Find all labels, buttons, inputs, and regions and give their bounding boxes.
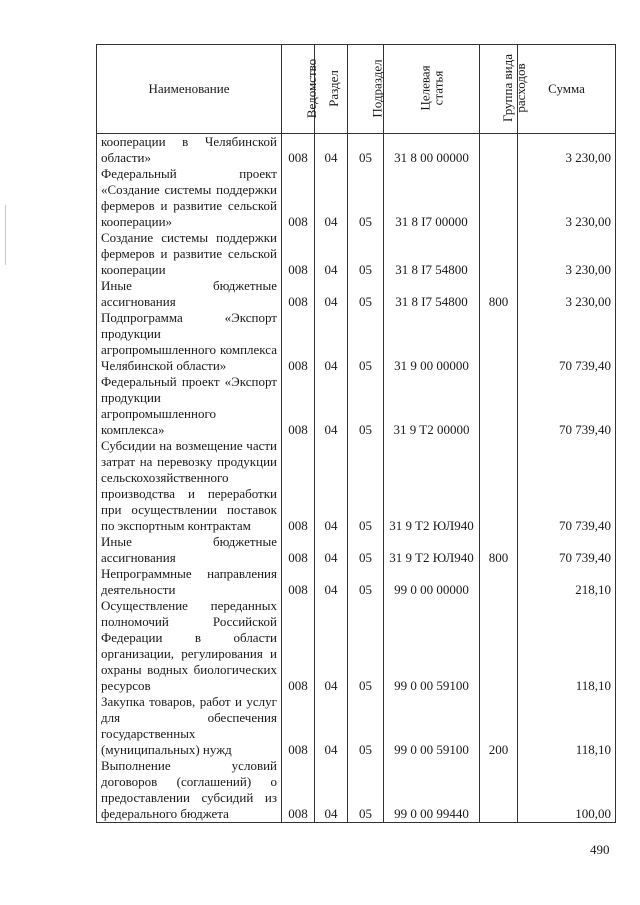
table-row	[97, 694, 616, 758]
cell-target-article: 31 8 I7 00000	[384, 166, 480, 230]
cell-department: 008	[282, 230, 315, 278]
page-number: 490	[590, 842, 610, 857]
cell-name: Непрограммные направления деятельности	[97, 566, 282, 598]
cell-target-article: 99 0 00 00000	[384, 566, 480, 598]
cell-sum: 118,10	[518, 694, 616, 758]
table-row	[97, 134, 616, 167]
cell-section: 04	[315, 758, 348, 823]
cell-department: 008	[282, 598, 315, 694]
cell-name: Федеральный проект «Экспорт продукции агропромышленного комплекса»	[97, 374, 282, 438]
cell-section: 04	[315, 598, 348, 694]
cell-sum: 70 739,40	[518, 310, 616, 374]
cell-subsection: 05	[348, 134, 384, 167]
cell-name: Подпрограмма «Экспорт продукции агропромышленного комплекса Челябинской области»	[97, 310, 282, 374]
cell-subsection: 05	[348, 566, 384, 598]
cell-section: 04	[315, 534, 348, 566]
cell-expense-group: 800	[480, 278, 518, 310]
cell-subsection: 05	[348, 310, 384, 374]
cell-sum: 3 230,00	[518, 230, 616, 278]
cell-section: 04	[315, 134, 348, 167]
cell-department: 008	[282, 758, 315, 823]
cell-sum: 3 230,00	[518, 134, 616, 167]
margin-scan-mark	[5, 205, 6, 265]
column-header-sum: Сумма	[518, 45, 616, 134]
cell-department: 008	[282, 374, 315, 438]
cell-subsection: 05	[348, 278, 384, 310]
cell-sum: 3 230,00	[518, 278, 616, 310]
table-row	[97, 758, 616, 823]
cell-name: Субсидии на возмещение части затрат на перевозку продукции сельскохозяйственного производства и переработки при осуществлении поставок по экспортным контрактам	[97, 438, 282, 534]
cell-expense-group	[480, 566, 518, 598]
column-header-subsection: Подраздел	[348, 45, 384, 134]
cell-section: 04	[315, 374, 348, 438]
table-row	[97, 374, 616, 438]
cell-sum: 118,10	[518, 598, 616, 694]
cell-target-article: 31 9 00 00000	[384, 310, 480, 374]
cell-section: 04	[315, 694, 348, 758]
cell-department: 008	[282, 278, 315, 310]
table-row	[97, 598, 616, 694]
column-header-target-article: Целевая статья	[384, 45, 480, 134]
cell-target-article: 31 9 T2 00000	[384, 374, 480, 438]
cell-name: Федеральный проект «Создание системы поддержки фермеров и развитие сельской кооперации»	[97, 166, 282, 230]
cell-subsection: 05	[348, 534, 384, 566]
cell-subsection: 05	[348, 374, 384, 438]
cell-name: Осуществление переданных полномочий Российской Федерации в области организации, регулирования и охраны водных биологических ресурсов	[97, 598, 282, 694]
column-header-name: Наименование	[97, 45, 282, 134]
cell-expense-group	[480, 598, 518, 694]
cell-target-article: 31 8 I7 54800	[384, 230, 480, 278]
table-header-row	[97, 45, 616, 134]
cell-section: 04	[315, 166, 348, 230]
cell-expense-group	[480, 374, 518, 438]
cell-subsection: 05	[348, 758, 384, 823]
budget-table	[96, 44, 616, 823]
cell-name: Иные бюджетные ассигнования	[97, 534, 282, 566]
cell-sum: 218,10	[518, 566, 616, 598]
cell-name: кооперации в Челябинской области»	[97, 134, 282, 167]
cell-target-article: 99 0 00 59100	[384, 694, 480, 758]
cell-sum: 70 739,40	[518, 534, 616, 566]
cell-section: 04	[315, 278, 348, 310]
cell-target-article: 99 0 00 99440	[384, 758, 480, 823]
table-row	[97, 566, 616, 598]
table-row	[97, 310, 616, 374]
table-row	[97, 534, 616, 566]
cell-target-article: 31 8 00 00000	[384, 134, 480, 167]
cell-expense-group	[480, 134, 518, 167]
cell-department: 008	[282, 694, 315, 758]
cell-name: Создание системы поддержки фермеров и развитие сельской кооперации	[97, 230, 282, 278]
cell-expense-group	[480, 438, 518, 534]
cell-sum: 3 230,00	[518, 166, 616, 230]
cell-expense-group	[480, 758, 518, 823]
cell-name: Выполнение условий договоров (соглашений) о предоставлении субсидий из федерального бюджета	[97, 758, 282, 823]
table-row	[97, 166, 616, 230]
cell-department: 008	[282, 310, 315, 374]
cell-section: 04	[315, 230, 348, 278]
cell-subsection: 05	[348, 166, 384, 230]
cell-expense-group	[480, 230, 518, 278]
cell-department: 008	[282, 566, 315, 598]
table-row	[97, 438, 616, 534]
cell-subsection: 05	[348, 598, 384, 694]
cell-target-article: 31 9 T2 ЮЛ940	[384, 534, 480, 566]
table-row	[97, 278, 616, 310]
cell-target-article: 31 8 I7 54800	[384, 278, 480, 310]
cell-department: 008	[282, 534, 315, 566]
cell-department: 008	[282, 166, 315, 230]
cell-section: 04	[315, 566, 348, 598]
cell-subsection: 05	[348, 438, 384, 534]
column-header-department: Ведомство	[282, 45, 315, 134]
cell-expense-group: 800	[480, 534, 518, 566]
cell-expense-group	[480, 310, 518, 374]
cell-name: Закупка товаров, работ и услуг для обеспечения государственных (муниципальных) нужд	[97, 694, 282, 758]
column-header-section: Раздел	[315, 45, 348, 134]
cell-sum: 70 739,40	[518, 374, 616, 438]
cell-expense-group: 200	[480, 694, 518, 758]
cell-sum: 70 739,40	[518, 438, 616, 534]
cell-department: 008	[282, 438, 315, 534]
cell-section: 04	[315, 310, 348, 374]
cell-subsection: 05	[348, 694, 384, 758]
cell-department: 008	[282, 134, 315, 167]
cell-sum: 100,00	[518, 758, 616, 823]
cell-section: 04	[315, 438, 348, 534]
column-header-expense-group: Группа вида расходов	[480, 45, 518, 134]
cell-target-article: 99 0 00 59100	[384, 598, 480, 694]
cell-subsection: 05	[348, 230, 384, 278]
table-row	[97, 230, 616, 278]
cell-expense-group	[480, 166, 518, 230]
cell-name: Иные бюджетные ассигнования	[97, 278, 282, 310]
cell-target-article: 31 9 T2 ЮЛ940	[384, 438, 480, 534]
